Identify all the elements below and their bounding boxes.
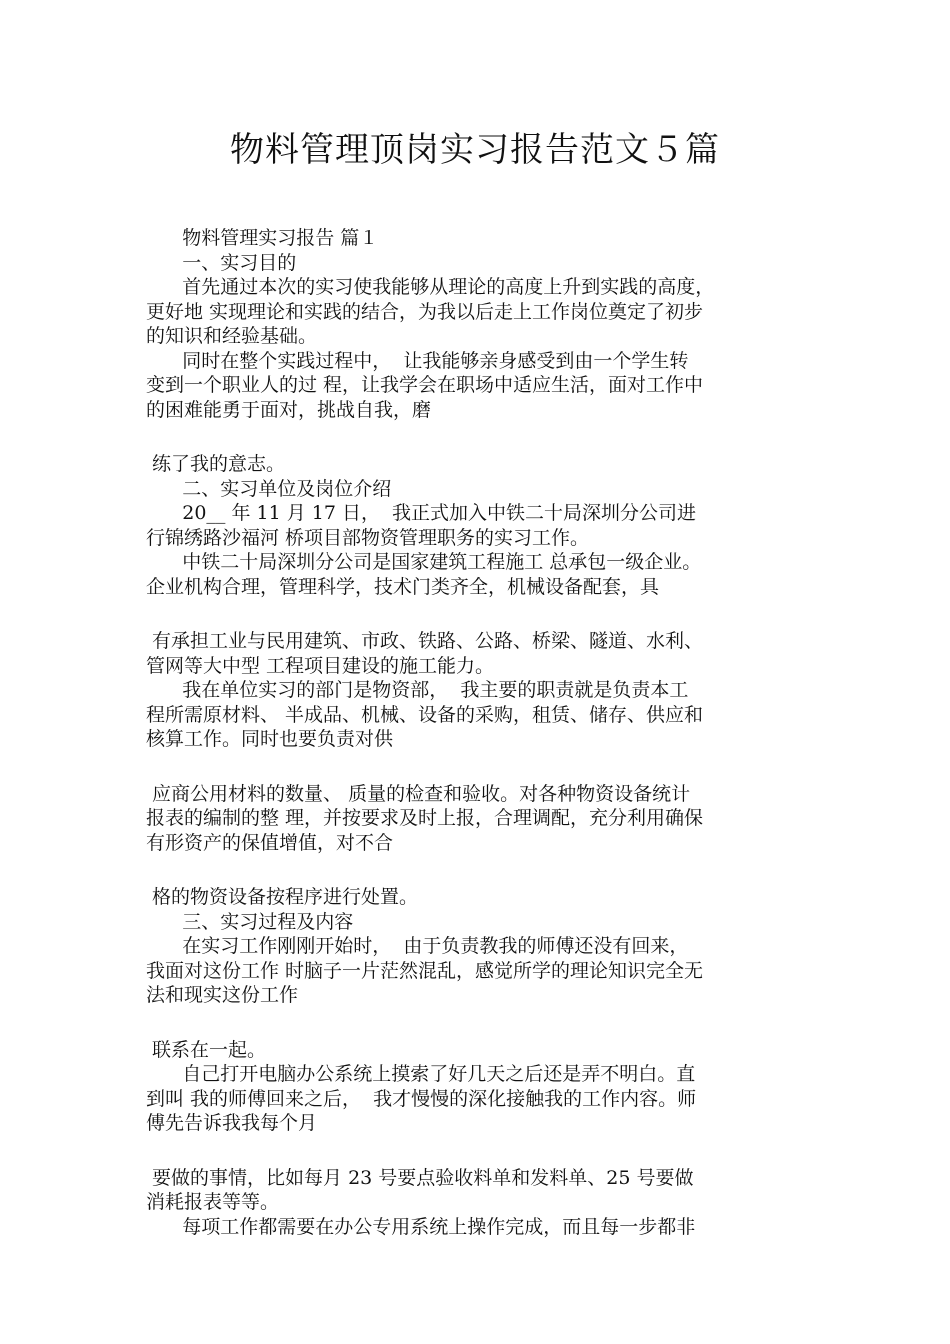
text-line: 中铁二十局深圳分公司是国家建筑工程施工 总承包一级企业。: [146, 551, 702, 573]
text-line: 格的物资设备按程序进行处置。: [146, 886, 419, 908]
text-line: 要做的事情，比如每月 23 号要点验收料单和发料单、25 号要做: [146, 1166, 694, 1189]
text-line: 管网等大中型 工程项目建设的施工能力。: [146, 654, 495, 677]
paragraph-gap: [146, 599, 826, 629]
text-line: 报表的编制的整 理，并按要求及时上报，合理调配，充分利用确保: [146, 807, 704, 829]
paragraph-gap: [146, 1136, 826, 1166]
text-line: 变到一个职业人的过 程，让我学会在职场中适应生活，面对工作中: [146, 374, 704, 396]
text-line: 法和现实这份工作: [146, 984, 299, 1006]
text-line: 企业机构合理，管理科学，技术门类齐全，机械设备配套，具: [146, 575, 660, 598]
paragraph-gap: [146, 752, 826, 782]
text-line: 应商公用材料的数量、 质量的检查和验收。对各种物资设备统计: [146, 782, 691, 805]
text-line: 到叫 我的师傅回来之后， 我才慢慢的深化接触我的工作内容。师: [146, 1087, 697, 1110]
text-line: 每项工作都需要在办公专用系统上操作完成，而且每一步都非: [146, 1215, 696, 1238]
document-title: 物料管理顶岗实习报告范文５篇: [230, 130, 720, 170]
text-line: 联系在一起。: [146, 1038, 267, 1061]
text-line: 三、实习过程及内容: [146, 910, 354, 933]
text-line: 我在单位实习的部门是物资部， 我主要的职责就是负责本工: [146, 679, 689, 701]
text-line: 同时在整个实践过程中， 让我能够亲身感受到由一个学生转: [146, 349, 689, 372]
document-body: [146, 226, 826, 1239]
text-line: 更好地 实现理论和实践的结合，为我以后走上工作岗位奠定了初步: [146, 300, 704, 323]
text-line: 有形资产的保值增值，对不合: [146, 831, 394, 854]
paragraph-gap: [146, 1008, 826, 1038]
text-line: 程所需原材料、 半成品、机械、设备的采购，租赁、储存、供应和: [146, 703, 704, 726]
text-line: 傅先告诉我我每个月: [146, 1112, 318, 1134]
text-line: 20__ 年 11 月 17 日， 我正式加入中铁二十局深圳分公司进: [146, 502, 697, 524]
text-line: 物料管理实习报告 篇１: [146, 227, 379, 249]
text-line: 的知识和经验基础。: [146, 325, 318, 347]
text-line: 我面对这份工作 时脑子一片茫然混乱，感觉所学的理论知识完全无: [146, 959, 704, 982]
paragraph-gap: [146, 855, 826, 885]
text-line: 的困难能勇于面对，挑战自我，磨: [146, 398, 432, 421]
text-line: 首先通过本次的实习使我能够从理论的高度上升到实践的高度，: [146, 276, 715, 298]
text-line: 有承担工业与民用建筑、市政、铁路、公路、桥梁、隧道、水利、: [146, 630, 704, 652]
text-line: 一、实习目的: [146, 251, 297, 274]
paragraph-gap: [146, 422, 826, 452]
text-line: 自己打开电脑办公系统上摸索了好几天之后还是弄不明白。直: [146, 1063, 696, 1085]
text-line: 在实习工作刚刚开始时， 由于负责教我的师傅还没有回来，: [146, 935, 689, 957]
text-line: 行锦绣路沙福河 桥项目部物资管理职务的实习工作。: [146, 526, 590, 549]
text-line: 练了我的意志。: [146, 453, 286, 475]
text-line: 核算工作。同时也要负责对供: [146, 728, 394, 750]
text-line: 二、实习单位及岗位介绍: [146, 477, 392, 500]
text-line: 消耗报表等等。: [146, 1191, 280, 1213]
